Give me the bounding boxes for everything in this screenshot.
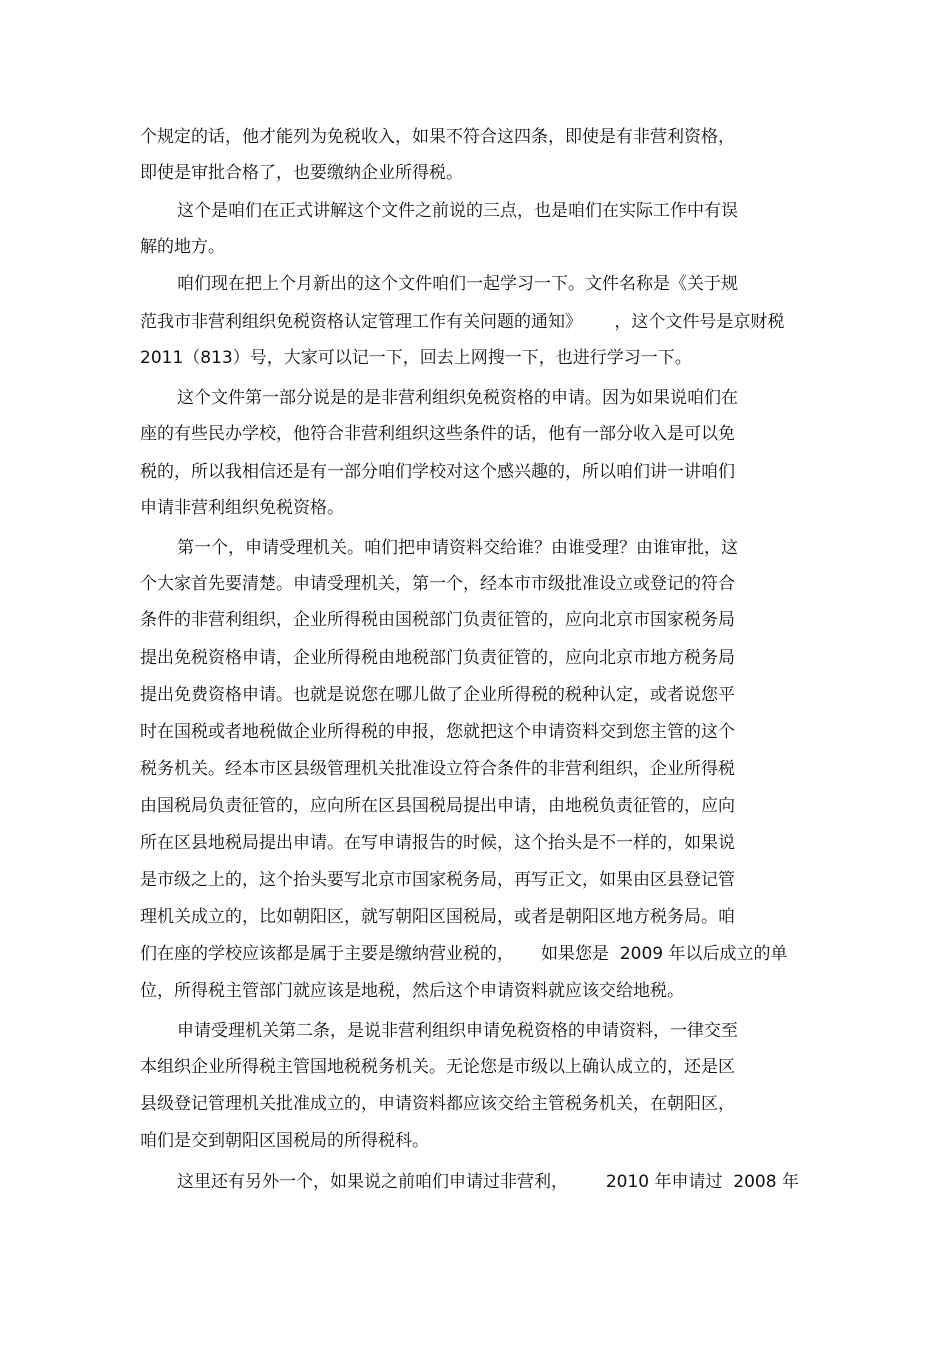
text-line: 们在座的学校应该都是属于主要是缴纳营业税的， 如果您是 2009 年以后成立的单 [140,944,788,964]
text-line: 税的，所以我相信还是有一部分咱们学校对这个感兴趣的，所以咱们讲一讲咱们 [140,462,735,482]
text-line: 第一个，申请受理机关。咱们把申请资料交给谁？由谁受理？由谁审批，这 [177,538,738,558]
text-line: 个规定的话，他才能列为免税收入，如果不符合这四条，即使是有非营利资格， [140,127,735,147]
text-line: 县级登记管理机关批准成立的，申请资料都应该交给主管税务机关，在朝阳区， [140,1094,735,1114]
text-line: 是市级之上的，这个抬头要写北京市国家税务局，再写正文，如果由区县登记管 [140,870,735,890]
text-line: 申请受理机关第二条，是说非营利组织申请免税资格的申请资料，一律交至 [177,1021,738,1041]
text-line: 提出免费资格申请。也就是说您在哪儿做了企业所得税的税种认定，或者说您平 [140,685,735,705]
text-line: 申请非营利组织免税资格。 [140,498,344,518]
text-line: 所在区县地税局提出申请。在写申请报告的时候，这个抬头是不一样的，如果说 [140,833,735,853]
text-line: 这里还有另外一个，如果说之前咱们申请过非营利， 2010 年申请过 2008 年 [177,1172,799,1192]
text-line: 这个文件第一部分说是的是非营利组织免税资格的申请。因为如果说咱们在 [177,388,738,408]
text-line: 由国税局负责征管的，应向所在区县国税局提出申请，由地税负责征管的，应向 [140,796,735,816]
text-line: 个大家首先要清楚。申请受理机关，第一个，经本市市级批准设立或登记的符合 [140,574,735,594]
text-line: 时在国税或者地税做企业所得税的申报，您就把这个申请资料交到您主管的这个 [140,722,735,742]
text-line: 范我市非营利组织免税资格认定管理工作有关问题的通知》 ，这个文件号是京财税 [140,312,785,332]
text-line: 条件的非营利组织，企业所得税由国税部门负责征管的，应向北京市国家税务局 [140,610,735,630]
text-line: 即使是审批合格了，也要缴纳企业所得税。 [140,163,463,183]
text-line: 2011（813）号，大家可以记一下，回去上网搜一下，也进行学习一下。 [140,348,692,368]
text-line: 提出免税资格申请，企业所得税由地税部门负责征管的，应向北京市地方税务局 [140,648,735,668]
text-line: 位，所得税主管部门就应该是地税，然后这个申请资料就应该交给地税。 [140,981,684,1001]
text-line: 理机关成立的，比如朝阳区，就写朝阳区国税局，或者是朝阳区地方税务局。咱 [140,907,735,927]
text-line: 解的地方。 [140,237,225,257]
text-line: 座的有些民办学校，他符合非营利组织这些条件的话，他有一部分收入是可以免 [140,424,735,444]
text-line: 这个是咱们在正式讲解这个文件之前说的三点，也是咱们在实际工作中有误 [177,201,738,221]
text-line: 税务机关。经本市区县级管理机关批准设立符合条件的非营利组织，企业所得税 [140,759,735,779]
text-line: 咱们是交到朝阳区国税局的所得税科。 [140,1131,429,1151]
text-line: 本组织企业所得税主管国地税税务机关。无论您是市级以上确认成立的，还是区 [140,1057,735,1077]
text-line: 咱们现在把上个月新出的这个文件咱们一起学习一下。文件名称是《关于规 [177,274,738,294]
